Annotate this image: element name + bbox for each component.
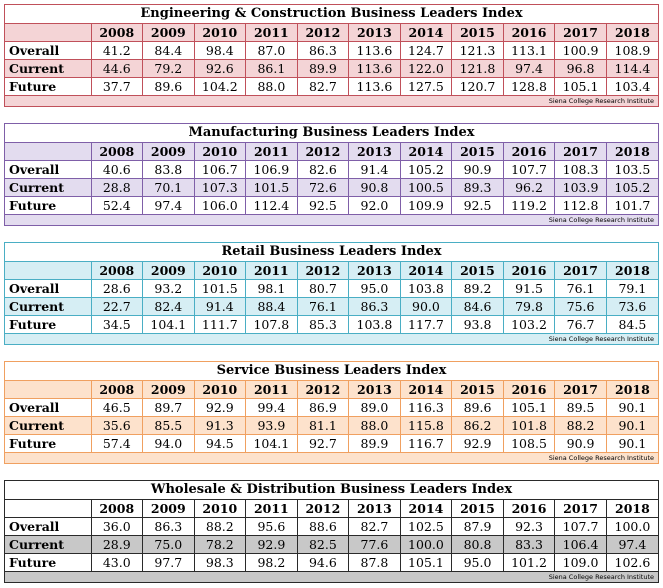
- year-header-cell: 2009: [143, 24, 195, 42]
- value-cell: 90.9: [555, 435, 607, 453]
- value-cell: 87.8: [349, 554, 401, 572]
- value-cell: 113.6: [349, 60, 401, 78]
- engineering-construction-table-block: [4, 4, 659, 107]
- row-label: Future: [5, 316, 91, 334]
- value-cell: 97.4: [606, 536, 658, 554]
- value-cell: 94.5: [194, 435, 246, 453]
- value-cell: 100.0: [400, 536, 452, 554]
- value-cell: 89.6: [452, 399, 504, 417]
- year-header-cell: 2013: [349, 262, 401, 280]
- value-cell: 113.1: [503, 42, 555, 60]
- year-header-cell: 2011: [246, 262, 298, 280]
- value-cell: 28.9: [91, 536, 143, 554]
- corner-cell: [5, 500, 91, 518]
- value-cell: 35.6: [91, 417, 143, 435]
- value-cell: 90.8: [349, 179, 401, 197]
- value-cell: 103.8: [400, 280, 452, 298]
- year-header-cell: 2013: [349, 143, 401, 161]
- value-cell: 105.2: [400, 161, 452, 179]
- value-cell: 108.3: [555, 161, 607, 179]
- year-header-cell: 2014: [400, 381, 452, 399]
- year-header-cell: 2015: [452, 24, 504, 42]
- year-header-row: [5, 381, 658, 399]
- value-cell: 34.5: [91, 316, 143, 334]
- value-cell: 103.8: [349, 316, 401, 334]
- value-cell: 92.9: [246, 536, 298, 554]
- year-header-cell: 2011: [246, 24, 298, 42]
- row-label: Overall: [5, 161, 91, 179]
- year-header-cell: 2016: [503, 381, 555, 399]
- value-cell: 127.5: [400, 78, 452, 96]
- year-header-row: [5, 24, 658, 42]
- value-cell: 91.4: [194, 298, 246, 316]
- year-header-cell: 2011: [246, 500, 298, 518]
- value-cell: 128.8: [503, 78, 555, 96]
- source-note: Siena College Research Institute: [5, 572, 658, 582]
- value-cell: 70.1: [143, 179, 195, 197]
- corner-cell: [5, 262, 91, 280]
- value-cell: 88.4: [246, 298, 298, 316]
- table-row-future: [5, 78, 658, 96]
- value-cell: 93.2: [143, 280, 195, 298]
- value-cell: 95.0: [452, 554, 504, 572]
- retail-table-block: [4, 242, 659, 345]
- value-cell: 97.4: [503, 60, 555, 78]
- row-label: Overall: [5, 399, 91, 417]
- value-cell: 98.3: [194, 554, 246, 572]
- value-cell: 82.7: [297, 78, 349, 96]
- value-cell: 86.3: [349, 298, 401, 316]
- value-cell: 89.2: [452, 280, 504, 298]
- index-table: [5, 500, 658, 572]
- index-table: [5, 381, 658, 453]
- value-cell: 76.1: [555, 280, 607, 298]
- row-label: Future: [5, 78, 91, 96]
- value-cell: 92.9: [194, 399, 246, 417]
- value-cell: 86.3: [297, 42, 349, 60]
- year-header-cell: 2012: [297, 143, 349, 161]
- value-cell: 106.9: [246, 161, 298, 179]
- value-cell: 92.9: [452, 435, 504, 453]
- value-cell: 85.3: [297, 316, 349, 334]
- value-cell: 89.3: [452, 179, 504, 197]
- value-cell: 76.7: [555, 316, 607, 334]
- value-cell: 89.6: [143, 78, 195, 96]
- year-header-cell: 2009: [143, 143, 195, 161]
- year-header-cell: 2014: [400, 500, 452, 518]
- value-cell: 37.7: [91, 78, 143, 96]
- value-cell: 115.8: [400, 417, 452, 435]
- row-label: Current: [5, 298, 91, 316]
- value-cell: 82.6: [297, 161, 349, 179]
- year-header-cell: 2017: [555, 262, 607, 280]
- year-header-cell: 2015: [452, 381, 504, 399]
- value-cell: 72.6: [297, 179, 349, 197]
- value-cell: 89.0: [349, 399, 401, 417]
- corner-cell: [5, 381, 91, 399]
- value-cell: 91.5: [503, 280, 555, 298]
- value-cell: 101.8: [503, 417, 555, 435]
- value-cell: 104.1: [143, 316, 195, 334]
- corner-cell: [5, 24, 91, 42]
- value-cell: 92.5: [452, 197, 504, 215]
- value-cell: 90.0: [400, 298, 452, 316]
- table-row-future: [5, 554, 658, 572]
- value-cell: 88.6: [297, 518, 349, 536]
- value-cell: 92.5: [297, 197, 349, 215]
- year-header-cell: 2018: [606, 262, 658, 280]
- value-cell: 90.1: [606, 435, 658, 453]
- year-header-cell: 2009: [143, 500, 195, 518]
- year-header-cell: 2010: [194, 262, 246, 280]
- value-cell: 90.1: [606, 399, 658, 417]
- value-cell: 88.0: [246, 78, 298, 96]
- table-title: Wholesale & Distribution Business Leaders Index: [5, 481, 658, 500]
- value-cell: 113.6: [349, 42, 401, 60]
- value-cell: 89.7: [143, 399, 195, 417]
- table-row-current: [5, 60, 658, 78]
- value-cell: 95.6: [246, 518, 298, 536]
- value-cell: 46.5: [91, 399, 143, 417]
- value-cell: 28.8: [91, 179, 143, 197]
- source-note: Siena College Research Institute: [5, 453, 658, 463]
- year-header-cell: 2013: [349, 24, 401, 42]
- year-header-cell: 2015: [452, 262, 504, 280]
- value-cell: 92.6: [194, 60, 246, 78]
- value-cell: 106.0: [194, 197, 246, 215]
- value-cell: 93.8: [452, 316, 504, 334]
- value-cell: 22.7: [91, 298, 143, 316]
- row-label: Current: [5, 60, 91, 78]
- year-header-cell: 2009: [143, 381, 195, 399]
- value-cell: 94.0: [143, 435, 195, 453]
- value-cell: 105.1: [555, 78, 607, 96]
- value-cell: 92.3: [503, 518, 555, 536]
- table-row-overall: [5, 399, 658, 417]
- value-cell: 103.5: [606, 161, 658, 179]
- value-cell: 88.2: [555, 417, 607, 435]
- value-cell: 109.0: [555, 554, 607, 572]
- value-cell: 41.2: [91, 42, 143, 60]
- table-row-overall: [5, 280, 658, 298]
- index-table: [5, 262, 658, 334]
- value-cell: 84.6: [452, 298, 504, 316]
- value-cell: 84.4: [143, 42, 195, 60]
- table-title: Service Business Leaders Index: [5, 362, 658, 381]
- value-cell: 79.8: [503, 298, 555, 316]
- value-cell: 88.2: [194, 518, 246, 536]
- value-cell: 86.2: [452, 417, 504, 435]
- value-cell: 52.4: [91, 197, 143, 215]
- year-header-cell: 2017: [555, 381, 607, 399]
- value-cell: 109.9: [400, 197, 452, 215]
- service-table-block: [4, 361, 659, 464]
- value-cell: 108.5: [503, 435, 555, 453]
- value-cell: 105.1: [503, 399, 555, 417]
- value-cell: 114.4: [606, 60, 658, 78]
- year-header-cell: 2008: [91, 262, 143, 280]
- value-cell: 91.4: [349, 161, 401, 179]
- index-table: [5, 143, 658, 215]
- value-cell: 101.5: [246, 179, 298, 197]
- value-cell: 88.0: [349, 417, 401, 435]
- table-row-current: [5, 179, 658, 197]
- row-label: Current: [5, 179, 91, 197]
- value-cell: 116.7: [400, 435, 452, 453]
- value-cell: 107.8: [246, 316, 298, 334]
- value-cell: 36.0: [91, 518, 143, 536]
- value-cell: 111.7: [194, 316, 246, 334]
- year-header-cell: 2018: [606, 381, 658, 399]
- year-header-cell: 2010: [194, 381, 246, 399]
- value-cell: 87.0: [246, 42, 298, 60]
- year-header-cell: 2010: [194, 143, 246, 161]
- value-cell: 81.1: [297, 417, 349, 435]
- value-cell: 98.1: [246, 280, 298, 298]
- table-row-overall: [5, 518, 658, 536]
- year-header-cell: 2008: [91, 500, 143, 518]
- year-header-cell: 2016: [503, 262, 555, 280]
- corner-cell: [5, 143, 91, 161]
- value-cell: 112.4: [246, 197, 298, 215]
- value-cell: 89.9: [297, 60, 349, 78]
- row-label: Future: [5, 197, 91, 215]
- year-header-cell: 2016: [503, 24, 555, 42]
- value-cell: 122.0: [400, 60, 452, 78]
- value-cell: 103.4: [606, 78, 658, 96]
- value-cell: 92.7: [297, 435, 349, 453]
- year-header-cell: 2014: [400, 262, 452, 280]
- year-header-cell: 2008: [91, 381, 143, 399]
- value-cell: 105.2: [606, 179, 658, 197]
- value-cell: 82.5: [297, 536, 349, 554]
- year-header-cell: 2011: [246, 381, 298, 399]
- value-cell: 100.5: [400, 179, 452, 197]
- year-header-cell: 2018: [606, 143, 658, 161]
- value-cell: 121.8: [452, 60, 504, 78]
- value-cell: 104.1: [246, 435, 298, 453]
- value-cell: 101.7: [606, 197, 658, 215]
- table-row-overall: [5, 161, 658, 179]
- value-cell: 43.0: [91, 554, 143, 572]
- value-cell: 108.9: [606, 42, 658, 60]
- year-header-cell: 2010: [194, 24, 246, 42]
- year-header-cell: 2013: [349, 500, 401, 518]
- row-label: Current: [5, 536, 91, 554]
- value-cell: 116.3: [400, 399, 452, 417]
- index-table: [5, 24, 658, 96]
- row-label: Current: [5, 417, 91, 435]
- manufacturing-table-block: [4, 123, 659, 226]
- year-header-cell: 2012: [297, 500, 349, 518]
- value-cell: 121.3: [452, 42, 504, 60]
- value-cell: 98.4: [194, 42, 246, 60]
- value-cell: 94.6: [297, 554, 349, 572]
- year-header-cell: 2014: [400, 143, 452, 161]
- value-cell: 117.7: [400, 316, 452, 334]
- value-cell: 95.0: [349, 280, 401, 298]
- value-cell: 86.1: [246, 60, 298, 78]
- year-header-cell: 2018: [606, 500, 658, 518]
- year-header-row: [5, 143, 658, 161]
- value-cell: 107.7: [555, 518, 607, 536]
- value-cell: 104.2: [194, 78, 246, 96]
- value-cell: 106.7: [194, 161, 246, 179]
- table-title: Manufacturing Business Leaders Index: [5, 124, 658, 143]
- row-label: Future: [5, 554, 91, 572]
- value-cell: 112.8: [555, 197, 607, 215]
- row-label: Overall: [5, 42, 91, 60]
- year-header-cell: 2015: [452, 143, 504, 161]
- value-cell: 89.9: [349, 435, 401, 453]
- year-header-cell: 2013: [349, 381, 401, 399]
- value-cell: 73.6: [606, 298, 658, 316]
- value-cell: 83.8: [143, 161, 195, 179]
- year-header-cell: 2014: [400, 24, 452, 42]
- year-header-cell: 2016: [503, 500, 555, 518]
- year-header-cell: 2008: [91, 24, 143, 42]
- value-cell: 106.4: [555, 536, 607, 554]
- value-cell: 57.4: [91, 435, 143, 453]
- year-header-row: [5, 262, 658, 280]
- value-cell: 82.4: [143, 298, 195, 316]
- value-cell: 90.1: [606, 417, 658, 435]
- value-cell: 124.7: [400, 42, 452, 60]
- table-row-overall: [5, 42, 658, 60]
- table-row-current: [5, 536, 658, 554]
- wholesale-distribution-table-block: [4, 480, 659, 583]
- value-cell: 107.7: [503, 161, 555, 179]
- table-row-current: [5, 298, 658, 316]
- year-header-cell: 2015: [452, 500, 504, 518]
- year-header-cell: 2009: [143, 262, 195, 280]
- value-cell: 96.8: [555, 60, 607, 78]
- value-cell: 101.5: [194, 280, 246, 298]
- value-cell: 103.9: [555, 179, 607, 197]
- value-cell: 100.0: [606, 518, 658, 536]
- year-header-cell: 2011: [246, 143, 298, 161]
- value-cell: 91.3: [194, 417, 246, 435]
- value-cell: 100.9: [555, 42, 607, 60]
- value-cell: 79.1: [606, 280, 658, 298]
- year-header-cell: 2012: [297, 24, 349, 42]
- year-header-cell: 2018: [606, 24, 658, 42]
- value-cell: 75.6: [555, 298, 607, 316]
- value-cell: 44.6: [91, 60, 143, 78]
- year-header-row: [5, 500, 658, 518]
- table-row-future: [5, 316, 658, 334]
- value-cell: 103.2: [503, 316, 555, 334]
- source-note: Siena College Research Institute: [5, 334, 658, 344]
- year-header-cell: 2012: [297, 381, 349, 399]
- row-label: Overall: [5, 280, 91, 298]
- year-header-cell: 2017: [555, 500, 607, 518]
- value-cell: 89.5: [555, 399, 607, 417]
- value-cell: 83.3: [503, 536, 555, 554]
- value-cell: 85.5: [143, 417, 195, 435]
- value-cell: 93.9: [246, 417, 298, 435]
- table-row-future: [5, 435, 658, 453]
- value-cell: 96.2: [503, 179, 555, 197]
- value-cell: 84.5: [606, 316, 658, 334]
- value-cell: 102.5: [400, 518, 452, 536]
- value-cell: 87.9: [452, 518, 504, 536]
- value-cell: 97.4: [143, 197, 195, 215]
- year-header-cell: 2012: [297, 262, 349, 280]
- year-header-cell: 2016: [503, 143, 555, 161]
- value-cell: 40.6: [91, 161, 143, 179]
- value-cell: 105.1: [400, 554, 452, 572]
- value-cell: 92.0: [349, 197, 401, 215]
- value-cell: 78.2: [194, 536, 246, 554]
- year-header-cell: 2010: [194, 500, 246, 518]
- value-cell: 119.2: [503, 197, 555, 215]
- row-label: Future: [5, 435, 91, 453]
- value-cell: 75.0: [143, 536, 195, 554]
- table-title: Engineering & Construction Business Leaders Index: [5, 5, 658, 24]
- value-cell: 99.4: [246, 399, 298, 417]
- source-note: Siena College Research Institute: [5, 215, 658, 225]
- value-cell: 102.6: [606, 554, 658, 572]
- value-cell: 86.3: [143, 518, 195, 536]
- year-header-cell: 2017: [555, 24, 607, 42]
- value-cell: 98.2: [246, 554, 298, 572]
- value-cell: 28.6: [91, 280, 143, 298]
- value-cell: 80.8: [452, 536, 504, 554]
- value-cell: 101.2: [503, 554, 555, 572]
- value-cell: 86.9: [297, 399, 349, 417]
- value-cell: 82.7: [349, 518, 401, 536]
- value-cell: 90.9: [452, 161, 504, 179]
- value-cell: 97.7: [143, 554, 195, 572]
- row-label: Overall: [5, 518, 91, 536]
- source-note: Siena College Research Institute: [5, 96, 658, 106]
- value-cell: 80.7: [297, 280, 349, 298]
- table-row-current: [5, 417, 658, 435]
- year-header-cell: 2017: [555, 143, 607, 161]
- year-header-cell: 2008: [91, 143, 143, 161]
- value-cell: 79.2: [143, 60, 195, 78]
- table-title: Retail Business Leaders Index: [5, 243, 658, 262]
- value-cell: 113.6: [349, 78, 401, 96]
- value-cell: 77.6: [349, 536, 401, 554]
- value-cell: 76.1: [297, 298, 349, 316]
- table-row-future: [5, 197, 658, 215]
- value-cell: 120.7: [452, 78, 504, 96]
- value-cell: 107.3: [194, 179, 246, 197]
